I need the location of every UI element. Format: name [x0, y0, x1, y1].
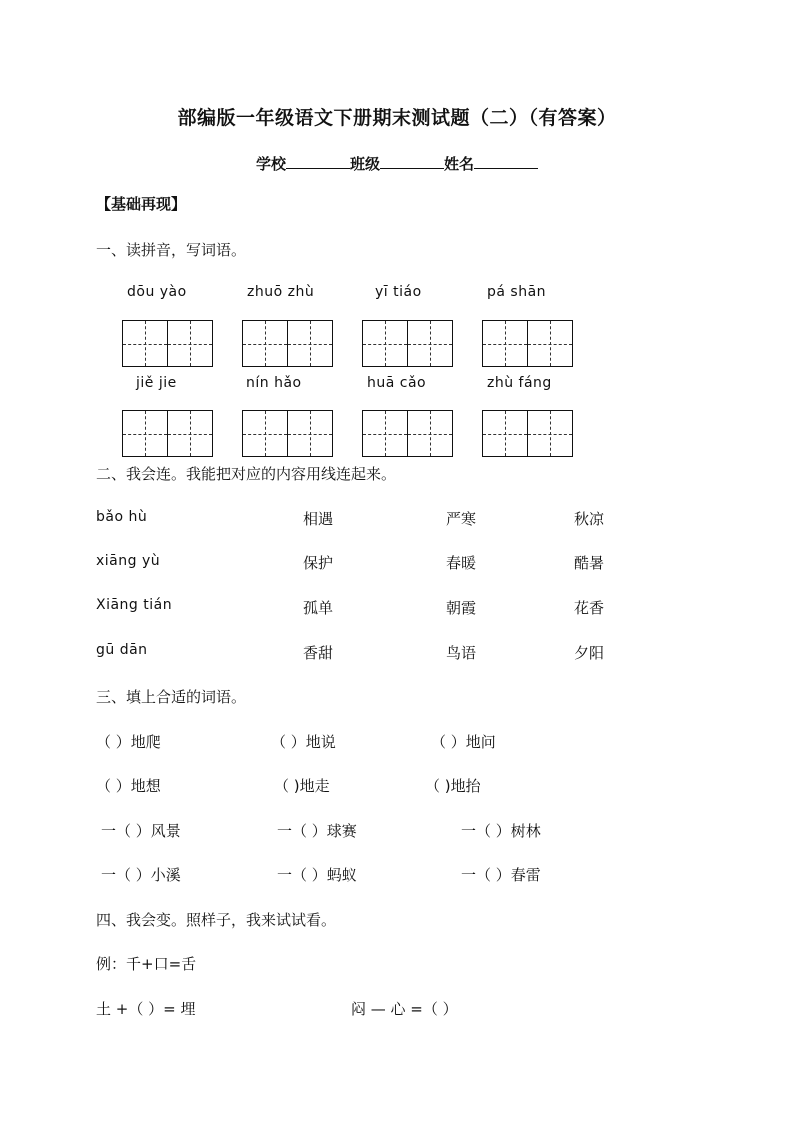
q4-equation[interactable]: 闷 — 心 =（ ） — [351, 1000, 458, 1018]
writing-grid[interactable] — [242, 320, 333, 367]
q1-pinyin: yī tiáo — [375, 284, 422, 300]
fill-item[interactable]: 一（ ）蚂蚁 — [277, 866, 357, 884]
q4-example: 例：千+口=舌 — [96, 955, 197, 973]
writing-grid[interactable] — [362, 320, 453, 367]
match-word[interactable]: 春暖 — [446, 554, 477, 572]
section-heading: 【基础再现】 — [96, 195, 187, 213]
fill-item[interactable]: 一（ ）小溪 — [101, 866, 181, 884]
writing-grid[interactable] — [242, 410, 333, 457]
match-pinyin: xiāng yù — [96, 553, 161, 569]
match-word[interactable]: 秋凉 — [574, 510, 605, 528]
q1-pinyin: zhuō zhù — [247, 284, 315, 300]
q4-label: 四、我会变。照样子，我来试试看。 — [96, 911, 337, 929]
name-label: 姓名 — [444, 155, 475, 173]
match-pinyin: gū dān — [96, 642, 148, 658]
q1-pinyin: jiě jie — [136, 375, 177, 391]
fill-item[interactable]: （ )地抬 — [425, 777, 481, 795]
writing-grid[interactable] — [122, 410, 213, 457]
fill-item[interactable]: 一（ ）春雷 — [461, 866, 541, 884]
match-pinyin: Xiāng tián — [96, 597, 173, 613]
fill-item[interactable]: 一（ ）风景 — [101, 822, 181, 840]
school-label: 学校 — [255, 155, 286, 173]
match-word[interactable]: 孤单 — [303, 599, 334, 617]
match-word[interactable]: 保护 — [303, 554, 334, 572]
school-blank — [286, 154, 350, 169]
class-label: 班级 — [349, 155, 380, 173]
match-word[interactable]: 香甜 — [303, 644, 334, 662]
q4-equation[interactable]: 土 +（ ）= 埋 — [96, 1000, 196, 1018]
student-info-line — [0, 153, 794, 174]
q1-pinyin: dōu yào — [127, 284, 187, 300]
q1-pinyin: nín hǎo — [246, 375, 302, 391]
writing-grid[interactable] — [482, 320, 573, 367]
match-word[interactable]: 严寒 — [446, 510, 477, 528]
fill-item[interactable]: （ ）地爬 — [96, 733, 161, 751]
q2-label: 二、我会连。我能把对应的内容用线连起来。 — [96, 465, 397, 483]
q3-label: 三、填上合适的词语。 — [96, 688, 247, 706]
fill-item[interactable]: （ ）地想 — [96, 777, 161, 795]
class-blank — [380, 154, 444, 169]
fill-item[interactable]: 一（ ）树林 — [461, 822, 541, 840]
match-pinyin: bǎo hù — [96, 509, 148, 525]
match-word[interactable]: 鸟语 — [446, 644, 477, 662]
fill-item[interactable]: （ )地走 — [274, 777, 330, 795]
match-word[interactable]: 夕阳 — [574, 644, 605, 662]
q1-label: 一、读拼音，写词语。 — [96, 241, 247, 259]
match-word[interactable]: 相遇 — [303, 510, 334, 528]
name-blank — [474, 154, 538, 169]
match-word[interactable]: 酷暑 — [574, 554, 605, 572]
writing-grid[interactable] — [122, 320, 213, 367]
q1-pinyin: huā cǎo — [367, 375, 427, 391]
fill-item[interactable]: （ ）地说 — [271, 733, 336, 751]
writing-grid[interactable] — [482, 410, 573, 457]
fill-item[interactable]: （ ）地问 — [431, 733, 496, 751]
writing-grid[interactable] — [362, 410, 453, 457]
q1-pinyin: pá shān — [487, 284, 547, 300]
page-title: 部编版一年级语文下册期末测试题（二）（有答案） — [177, 107, 617, 129]
fill-item[interactable]: 一（ ）球赛 — [277, 822, 357, 840]
match-word[interactable]: 花香 — [574, 599, 605, 617]
q1-pinyin: zhù fáng — [487, 375, 552, 391]
match-word[interactable]: 朝霞 — [446, 599, 477, 617]
